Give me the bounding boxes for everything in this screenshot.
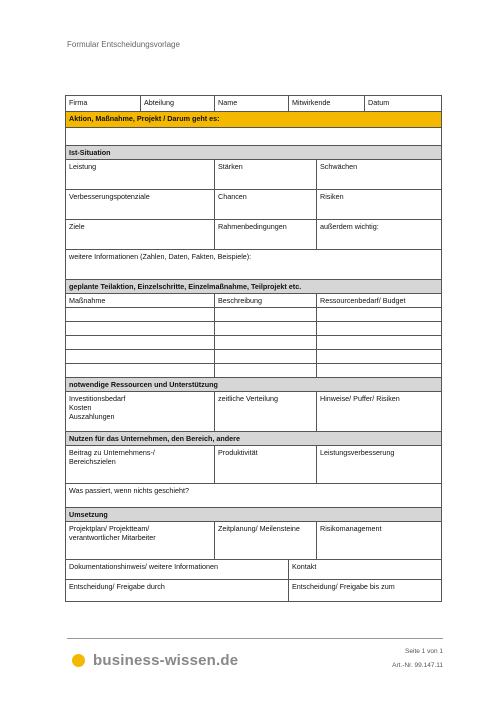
field-name[interactable]: Name (215, 96, 289, 112)
field-leistung[interactable]: Leistung (66, 160, 215, 190)
field-chancen[interactable]: Chancen (215, 190, 317, 220)
table-row (66, 336, 442, 350)
table-cell[interactable] (215, 336, 317, 350)
footer-divider (67, 638, 443, 639)
field-rahmenbedingungen[interactable]: Rahmenbedingungen (215, 220, 317, 250)
table-cell[interactable] (66, 350, 215, 364)
table-row (66, 364, 442, 378)
field-risikomanagement[interactable]: Risikomanagement (317, 522, 442, 560)
column-header-massnahme: Maßnahme (66, 294, 215, 308)
section-umsetzung: Umsetzung (66, 508, 442, 522)
label-auszahlungen: Auszahlungen (69, 412, 115, 421)
column-header-ressourcenbedarf: Ressourcenbedarf/ Budget (317, 294, 442, 308)
table-cell[interactable] (215, 308, 317, 322)
logo-text: business-wissen.de (93, 652, 239, 669)
field-hinweise-puffer-risiken[interactable]: Hinweise/ Puffer/ Risiken (317, 392, 442, 432)
field-firma[interactable]: Firma (66, 96, 141, 112)
table-cell[interactable] (66, 322, 215, 336)
field-zeitplanung[interactable]: Zeitplanung/ Meilensteine (215, 522, 317, 560)
label-beitrag-line1: Beitrag zu Unternehmens-/ (69, 448, 155, 457)
logo (72, 652, 238, 669)
table-cell[interactable] (317, 336, 442, 350)
table-cell[interactable] (317, 364, 442, 378)
field-beitrag-zu-zielen[interactable] (66, 446, 215, 484)
field-weitere-informationen[interactable]: weitere Informationen (Zahlen, Daten, Fakten, Beispiele): (66, 250, 442, 280)
section-ist-situation: Ist-Situation (66, 146, 442, 160)
field-verbesserungspotenziale[interactable]: Verbesserungspotenziale (66, 190, 215, 220)
field-freigabe-durch[interactable]: Entscheidung/ Freigabe durch (66, 580, 289, 602)
label-projektplan-line2: verantwortlicher Mitarbeiter (69, 533, 156, 542)
table-cell[interactable] (66, 336, 215, 350)
table-cell[interactable] (215, 364, 317, 378)
field-ausserdem-wichtig[interactable]: außerdem wichtig: (317, 220, 442, 250)
section-nutzen: Nutzen für das Unternehmen, den Bereich, andere (66, 432, 442, 446)
field-projektplan[interactable] (66, 522, 215, 560)
table-cell[interactable] (317, 308, 442, 322)
field-mitwirkende[interactable]: Mitwirkende (289, 96, 365, 112)
table-cell[interactable] (66, 364, 215, 378)
label-kosten: Kosten (69, 403, 92, 412)
label-beitrag-line2: Bereichszielen (69, 457, 116, 466)
field-produktivitaet[interactable]: Produktivität (215, 446, 317, 484)
field-zeitliche-verteilung[interactable]: zeitliche Verteilung (215, 392, 317, 432)
field-schwaechen[interactable]: Schwächen (317, 160, 442, 190)
field-datum[interactable]: Datum (365, 96, 442, 112)
section-action: Aktion, Maßnahme, Projekt / Darum geht es: (66, 112, 442, 128)
article-number: Art.-Nr. 99.147.11 (392, 662, 443, 669)
field-freigabe-bis[interactable]: Entscheidung/ Freigabe bis zum (289, 580, 442, 602)
table-row (66, 308, 442, 322)
label-investitionsbedarf: Investitionsbedarf (69, 394, 126, 403)
label-projektplan-line1: Projektplan/ Projektteam/ (69, 524, 150, 533)
table-cell[interactable] (317, 350, 442, 364)
top-row (66, 96, 442, 112)
field-leistungsverbesserung[interactable]: Leistungsverbesserung (317, 446, 442, 484)
field-staerken[interactable]: Stärken (215, 160, 317, 190)
field-risiken[interactable]: Risiken (317, 190, 442, 220)
table-row (66, 350, 442, 364)
table-cell[interactable] (215, 350, 317, 364)
column-header-beschreibung: Beschreibung (215, 294, 317, 308)
field-ziele[interactable]: Ziele (66, 220, 215, 250)
field-was-passiert[interactable]: Was passiert, wenn nichts geschieht? (66, 484, 442, 508)
decision-form (65, 95, 442, 602)
field-investitionsbedarf[interactable] (66, 392, 215, 432)
field-kontakt[interactable]: Kontakt (289, 560, 442, 580)
page-number: Seite 1 von 1 (405, 648, 443, 655)
page-title: Formular Entscheidungsvorlage (67, 40, 180, 49)
table-row (66, 322, 442, 336)
logo-dot-icon (72, 654, 85, 667)
section-teilaktion: geplante Teilaktion, Einzelschritte, Einzelmaßnahme, Teilprojekt etc. (66, 280, 442, 294)
field-dokumentationshinweis[interactable]: Dokumentationshinweis/ weitere Informationen (66, 560, 289, 580)
section-ressourcen: notwendige Ressourcen und Unterstützung (66, 378, 442, 392)
field-abteilung[interactable]: Abteilung (141, 96, 215, 112)
table-cell[interactable] (215, 322, 317, 336)
table-cell[interactable] (317, 322, 442, 336)
field-action[interactable] (66, 128, 442, 146)
table-cell[interactable] (66, 308, 215, 322)
